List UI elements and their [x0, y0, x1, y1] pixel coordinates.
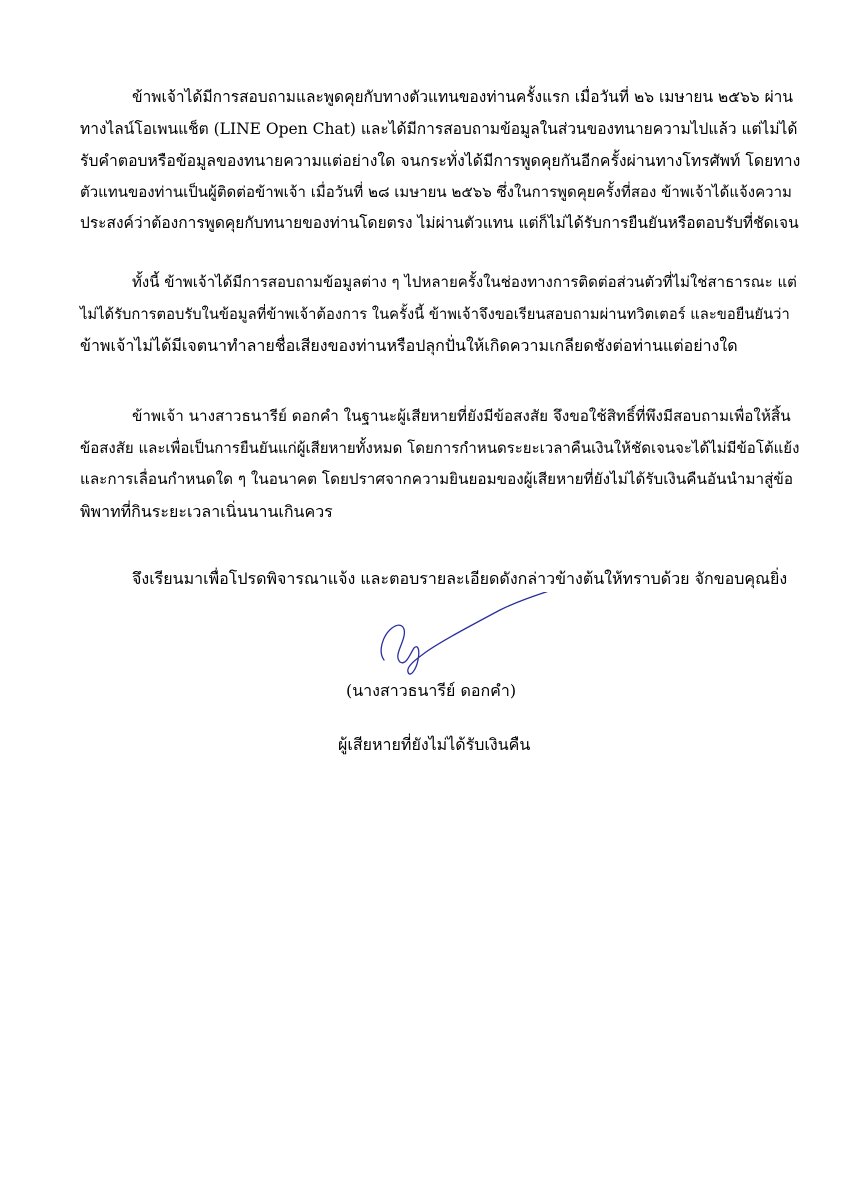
paragraph-line: ไม่ได้รับการตอบรับในข้อมูลที่ข้าพเจ้าต้องการ ในครั้งนี้ ข้าพเจ้าจึงขอเรียนสอบถามผ่านทวิตเตอร์ และขอยืนยันว่า	[80, 305, 790, 323]
paragraph-line: ประสงค์ว่าต้องการพูดคุยกับทนายของท่านโดยตรง ไม่ผ่านตัวแทน แต่ก็ไม่ได้รับการยืนยันหรือตอบรับที่ชัดเจน	[80, 214, 799, 232]
paragraph-line: ข้าพเจ้าไม่ได้มีเจตนาทำลายชื่อเสียงของท่านหรือปลุกปั่นให้เกิดความเกลียดชังต่อท่านแต่อย่างใด	[80, 336, 738, 355]
paragraph-line: ตัวแทนของท่านเป็นผู้ติดต่อข้าพเจ้า เมื่อวันที่ ๒๘ เมษายน ๒๕๖๖ ซึ่งในการพูดคุยครั้งที่สอง ข้าพเจ้าได้แจ้งความ	[80, 182, 792, 201]
closing-sentence: จึงเรียนมาเพื่อโปรดพิจารณาแจ้ง และตอบรายละเอียดดังกล่าวข้างต้นให้ทราบด้วย จักขอบคุณยิ่ง	[132, 569, 788, 588]
paragraph-inquiry-statement	[80, 267, 797, 362]
paragraph-contact-history	[80, 82, 801, 240]
paragraph-line: พิพาทที่กินระยะเวลาเนิ่นนานเกินควร	[80, 501, 333, 521]
paragraph-line: ข้าพเจ้า นางสาวธนารีย์ ดอกคำ ในฐานะผู้เสียหายที่ยังมีข้อสงสัย จึงขอใช้สิทธิ์ที่พึงมีสอบถามเพื่อให้สิ้น	[132, 407, 791, 425]
signer-name: (นางสาวธนารีย์ ดอกคำ)	[346, 681, 517, 700]
paragraph-line: รับคำตอบหรือข้อมูลของทนายความแต่อย่างใด จนกระทั่งได้มีการพูดคุยกันอีกครั้งผ่านทางโทรศัพท์ โดยทาง	[80, 151, 801, 170]
paragraph-line: ทางไลน์โอเพนแช็ต (LINE Open Chat) และได้มีการสอบถามข้อมูลในส่วนของทนายความไปแล้ว แต่ไม่ได้	[80, 119, 798, 138]
paragraph-line: ข้าพเจ้าได้มีการสอบถามและพูดคุยกับทางตัวแทนของท่านครั้งแรก เมื่อวันที่ ๒๖ เมษายน ๒๕๖๖ ผ่าน	[132, 88, 793, 106]
paragraph-line: ข้อสงสัย และเพื่อเป็นการยืนยันแก่ผู้เสียหายทั้งหมด โดยการกำหนดระยะเวลาคืนเงินให้ชัดเจนจะได้ไม่มีข้อโต้แย้ง	[80, 438, 800, 457]
paragraph-line: และการเลื่อนกำหนดใด ๆ ในอนาคต โดยปราศจากความยินยอมของผู้เสียหายที่ยังไม่ได้รับเงินคืนอันนำมาสู่ข้อ	[80, 470, 794, 488]
paragraph-line: ทั้งนี้ ข้าพเจ้าได้มีการสอบถามข้อมูลต่าง ๆ ไปหลายครั้งในช่องทางการติดต่อส่วนตัวที่ไม่ใช่สาธารณะ แต่	[132, 273, 797, 291]
paragraph-request	[80, 401, 800, 527]
signer-title: ผู้เสียหายที่ยังไม่ได้รับเงินคืน	[338, 735, 531, 754]
